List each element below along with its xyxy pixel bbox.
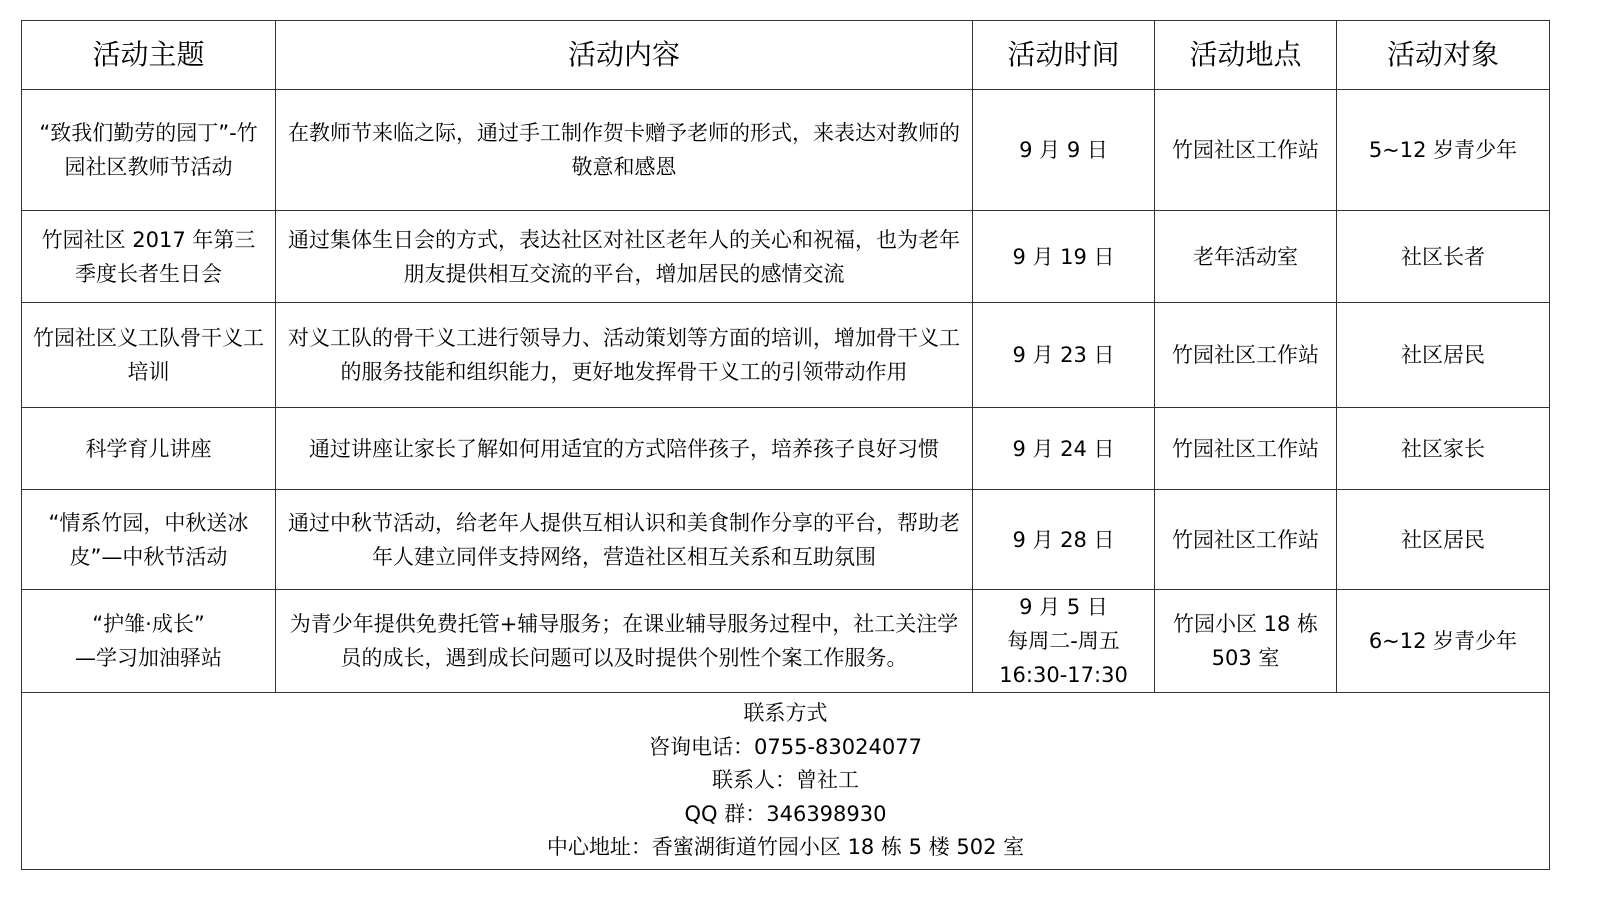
header-place: 活动地点: [1155, 21, 1337, 90]
time-cell: 9 月 23 日: [973, 303, 1155, 408]
table-row: [22, 90, 1550, 211]
target-cell: 社区居民: [1337, 490, 1550, 590]
target-cell: 社区居民: [1337, 303, 1550, 408]
contact-cell: [22, 693, 1550, 870]
time-cell: 9 月 9 日: [973, 90, 1155, 211]
place-cell: 竹园社区工作站: [1155, 490, 1337, 590]
content-cell: 通过讲座让家长了解如何用适宜的方式陪伴孩子，培养孩子良好习惯: [276, 408, 973, 490]
place-cell: 竹园社区工作站: [1155, 90, 1337, 211]
table-row: [22, 490, 1550, 590]
time-cell: 9 月 19 日: [973, 211, 1155, 303]
theme-cell: “致我们勤劳的园丁”-竹园社区教师节活动: [22, 90, 276, 211]
theme-cell: 竹园社区 2017 年第三季度长者生日会: [22, 211, 276, 303]
contact-row: [22, 693, 1550, 870]
contact-title: 联系方式: [743, 701, 828, 726]
header-content: 活动内容: [276, 21, 973, 90]
theme-cell: “情系竹园，中秋送冰皮”—中秋节活动: [22, 490, 276, 590]
theme-cell: “护雏·成长” —学习加油驿站: [22, 590, 276, 693]
target-cell: 6~12 岁青少年: [1337, 590, 1550, 693]
time-cell: 9 月 24 日: [973, 408, 1155, 490]
header-time: 活动时间: [973, 21, 1155, 90]
time-cell: 9 月 28 日: [973, 490, 1155, 590]
header-theme: 活动主题: [22, 21, 276, 90]
table-row: [22, 408, 1550, 490]
contact-qq: QQ 群：346398930: [684, 801, 887, 826]
target-cell: 社区家长: [1337, 408, 1550, 490]
header-target: 活动对象: [1337, 21, 1550, 90]
table-row: [22, 303, 1550, 408]
target-cell: 5~12 岁青少年: [1337, 90, 1550, 211]
theme-cell: 竹园社区义工队骨干义工培训: [22, 303, 276, 408]
content-cell: 通过集体生日会的方式，表达社区对社区老年人的关心和祝福，也为老年朋友提供相互交流的平台，增加居民的感情交流: [276, 211, 973, 303]
place-cell: 老年活动室: [1155, 211, 1337, 303]
place-cell: 竹园小区 18 栋 503 室: [1155, 590, 1337, 693]
target-cell: 社区长者: [1337, 211, 1550, 303]
content-cell: 在教师节来临之际，通过手工制作贺卡赠予老师的形式，来表达对教师的敬意和感恩: [276, 90, 973, 211]
place-cell: 竹园社区工作站: [1155, 408, 1337, 490]
header-row: [22, 21, 1550, 90]
time-cell: 9 月 5 日 每周二-周五 16:30-17:30: [973, 590, 1155, 693]
content-cell: 为青少年提供免费托管+辅导服务；在课业辅导服务过程中，社工关注学员的成长，遇到成长问题可以及时提供个别性个案工作服务。: [276, 590, 973, 693]
contact-phone: 咨询电话：0755-83024077: [649, 734, 922, 759]
table-row: [22, 211, 1550, 303]
content-cell: 通过中秋节活动，给老年人提供互相认识和美食制作分享的平台，帮助老年人建立同伴支持网络，营造社区相互关系和互助氛围: [276, 490, 973, 590]
theme-cell: 科学育儿讲座: [22, 408, 276, 490]
place-cell: 竹园社区工作站: [1155, 303, 1337, 408]
contact-address: 中心地址：香蜜湖街道竹园小区 18 栋 5 楼 502 室: [546, 835, 1025, 860]
activity-table: [21, 20, 1550, 870]
table-row: [22, 590, 1550, 693]
content-cell: 对义工队的骨干义工进行领导力、活动策划等方面的培训，增加骨干义工的服务技能和组织能力，更好地发挥骨干义工的引领带动作用: [276, 303, 973, 408]
contact-person: 联系人：曾社工: [712, 768, 859, 793]
